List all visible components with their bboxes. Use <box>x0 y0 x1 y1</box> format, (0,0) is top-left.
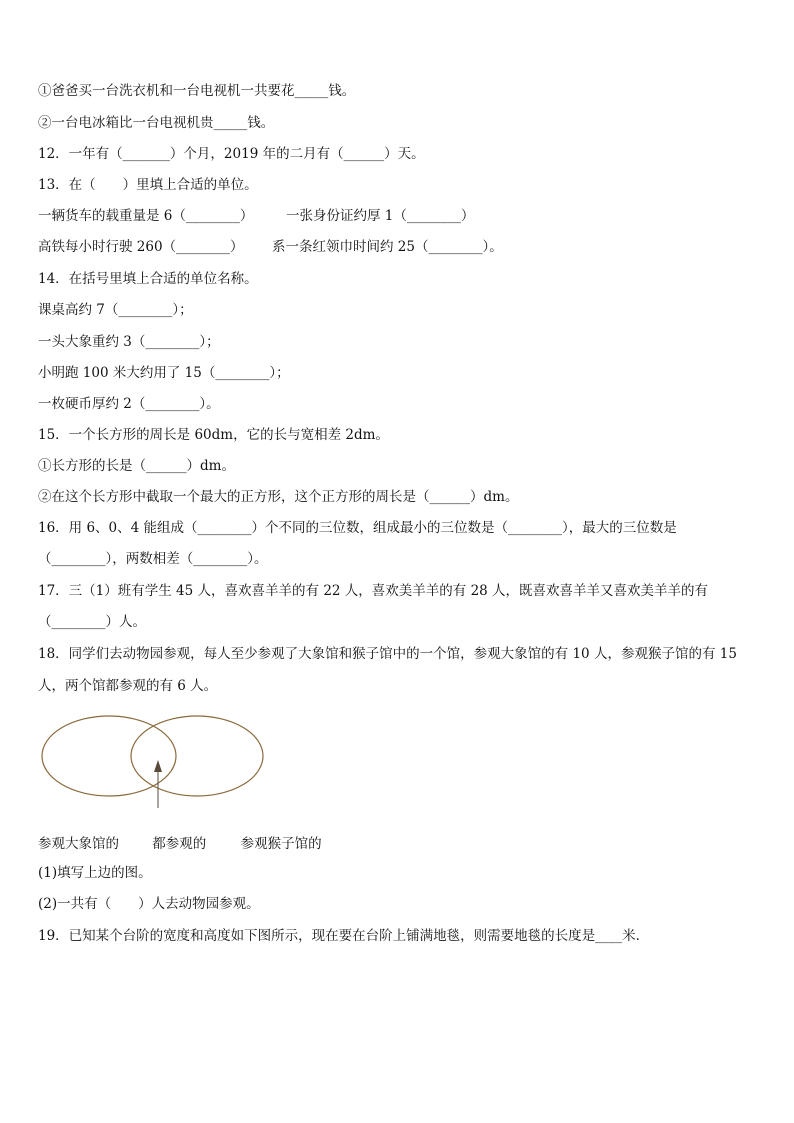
q14-item-b: 一头大象重约 3（________）； <box>38 334 220 350</box>
q12: 12．一年有（_______）个月，2019 年的二月有（______）天。 <box>38 146 425 162</box>
q17-line2: （________）人。 <box>38 614 146 630</box>
q17-line1: 17．三（1）班有学生 45 人，喜欢喜羊羊的有 22 人，喜欢美羊羊的有 28 人，既喜欢喜羊羊又喜欢美羊羊的有 <box>38 583 709 599</box>
venn-label-left: 参观大象馆的 <box>38 836 119 852</box>
q14-item-a: 课桌高约 7（________）； <box>38 302 193 318</box>
q14-item-c: 小明跑 100 米大约用了 15（________）； <box>38 365 290 381</box>
q14-title: 14．在括号里填上合适的单位名称。 <box>38 271 258 287</box>
q18-line1: 18．同学们去动物园参观，每人至少参观了大象馆和猴子馆中的一个馆，参观大象馆的有 10 人，参观猴子馆的有 15 <box>38 646 737 662</box>
q14-item-d: 一枚硬币厚约 2（________）。 <box>38 396 220 412</box>
q19: 19．已知某个台阶的宽度和高度如下图所示，现在要在台阶上铺满地毯，则需要地毯的长度是____米． <box>38 928 650 944</box>
venn-labels <box>38 832 322 852</box>
q18-line2: 人，两个馆都参观的有 6 人。 <box>38 678 218 694</box>
q15-title: 15．一个长方形的周长是 60dm，它的长与宽相差 2dm。 <box>38 427 389 443</box>
q13-item-b: 一张身份证约厚 1（________） <box>286 208 475 224</box>
q15-part2: ②在这个长方形中截取一个最大的正方形，这个正方形的周长是（______）dm。 <box>38 489 519 505</box>
q13-title: 13．在（ ）里填上合适的单位。 <box>38 177 258 193</box>
venn-label-right: 参观猴子馆的 <box>240 836 322 852</box>
venn-left-ellipse <box>42 716 176 796</box>
q15-part1: ①长方形的长是（______）dm。 <box>38 458 235 474</box>
q11-part2: ②一台电冰箱比一台电视机贵_____钱。 <box>38 115 275 131</box>
q13-item-a: 一辆货车的载重量是 6（________） <box>38 208 254 224</box>
venn-diagram <box>40 712 280 812</box>
q13-item-c: 高铁每小时行驶 260（________） <box>38 239 244 255</box>
venn-right-ellipse <box>131 716 263 796</box>
q13-item-d: 系一条红领巾时间约 25（________）。 <box>272 239 503 255</box>
q18-part2: (2)一共有（ ）人去动物园参观。 <box>38 896 260 912</box>
q16-line2: （________），两数相差（________）。 <box>38 551 268 567</box>
venn-label-middle: 都参观的 <box>152 836 207 852</box>
venn-arrow-head <box>154 760 162 772</box>
q16-line1: 16．用 6、0、4 能组成（________）个不同的三位数，组成最小的三位数是（________），最大的三位数是 <box>38 520 677 536</box>
q18-part1: (1)填写上边的图。 <box>38 865 152 881</box>
q11-part1: ①爸爸买一台洗衣机和一台电视机一共要花_____钱。 <box>38 83 356 99</box>
